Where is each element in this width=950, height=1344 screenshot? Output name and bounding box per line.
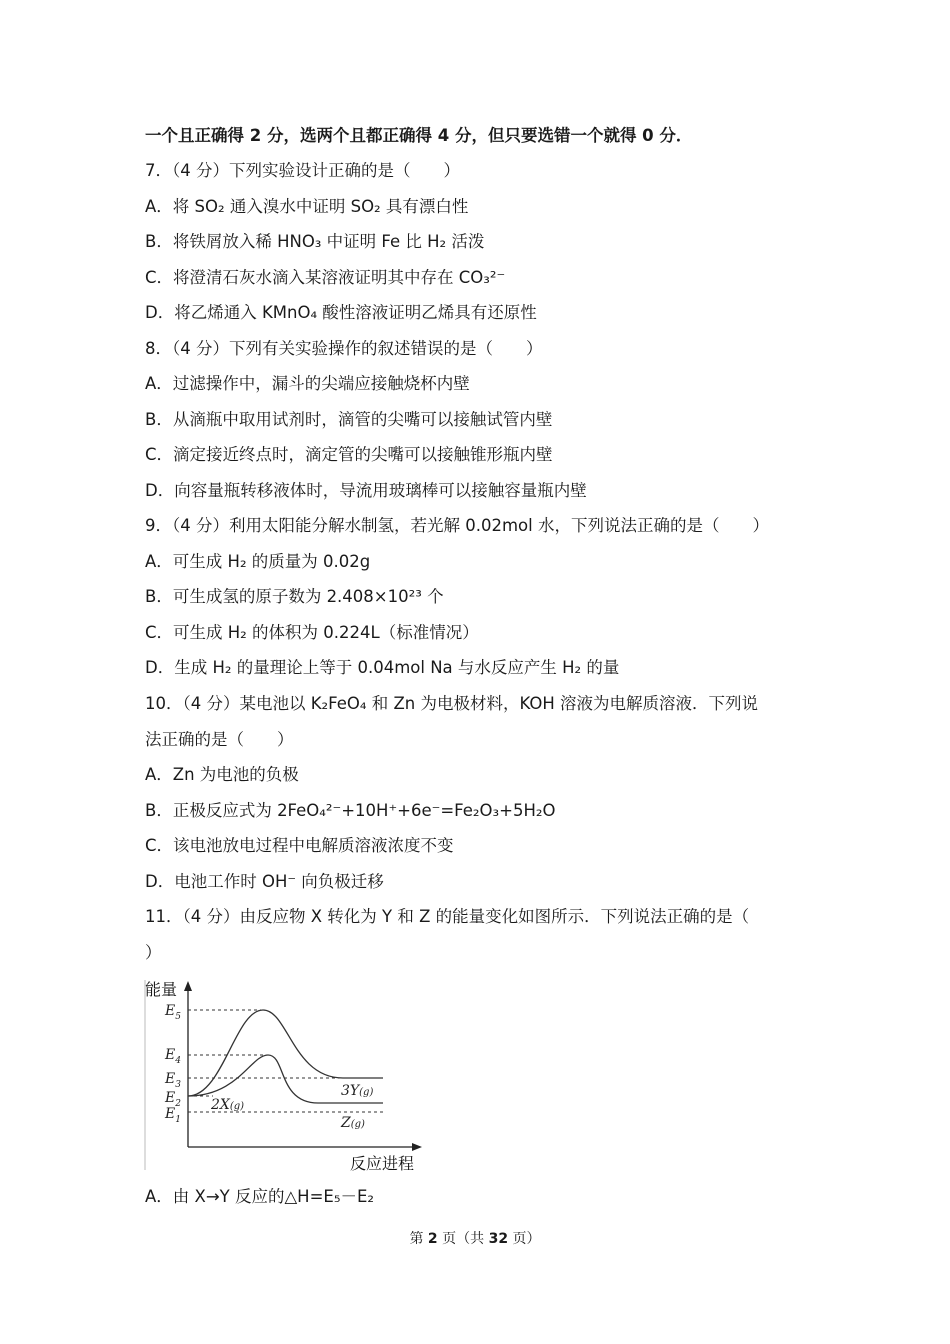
label-z: Z(g) bbox=[341, 1115, 365, 1131]
text-line: B．将铁屑放入稀 HNO₃ 中证明 Fe 比 H₂ 活泼 bbox=[145, 232, 485, 251]
page-footer: 第 2 页（共 32 页） bbox=[409, 1231, 541, 1247]
text-line: C．可生成 H₂ 的体积为 0.224L（标准情况） bbox=[145, 623, 479, 642]
text-line: B．从滴瓶中取用试剂时，滴管的尖嘴可以接触试管内壁 bbox=[145, 410, 553, 429]
text-line: A．可生成 H₂ 的质量为 0.02g bbox=[145, 552, 371, 571]
y-axis-arrow bbox=[184, 981, 192, 991]
page-number: 2 bbox=[427, 1231, 438, 1247]
energy-diagram bbox=[143, 975, 433, 1175]
text-line: 8．（4 分）下列有关实验操作的叙述错误的是（ ） bbox=[145, 339, 543, 358]
text-line: 7．（4 分）下列实验设计正确的是（ ） bbox=[145, 161, 460, 180]
label-e1: $E_1$ bbox=[165, 1106, 181, 1125]
page-total: 32 bbox=[488, 1231, 509, 1247]
label-e2: $E_2$ bbox=[165, 1090, 181, 1109]
text-line: B．可生成氢的原子数为 2.408×10²³ 个 bbox=[145, 587, 444, 606]
text-line: A．由 X→Y 反应的△H=E₅－E₂ bbox=[145, 1187, 374, 1206]
text-line: D．将乙烯通入 KMnO₄ 酸性溶液证明乙烯具有还原性 bbox=[145, 303, 537, 322]
text-line: A．过滤操作中，漏斗的尖端应接触烧杯内壁 bbox=[145, 374, 470, 393]
text-line: D．向容量瓶转移液体时，导流用玻璃棒可以接触容量瓶内壁 bbox=[145, 481, 587, 500]
y-axis-label: 能量 bbox=[145, 980, 178, 999]
text-line: C．将澄清石灰水滴入某溶液证明其中存在 CO₃²⁻ bbox=[145, 268, 506, 287]
x-axis-label: 反应进程 bbox=[350, 1154, 415, 1173]
label-e5: $E_5$ bbox=[165, 1003, 181, 1022]
text-line: C．滴定接近终点时，滴定管的尖嘴可以接触锥形瓶内壁 bbox=[145, 445, 553, 464]
instruction-text: 一个且正确得 2 分，选两个且都正确得 4 分，但只要选错一个就得 0 分． bbox=[145, 126, 693, 145]
text-line: C．该电池放电过程中电解质溶液浓度不变 bbox=[145, 836, 454, 855]
text-line: 法正确的是（ ） bbox=[145, 730, 294, 749]
text-line: D．生成 H₂ 的量理论上等于 0.04mol Na 与水反应产生 H₂ 的量 bbox=[145, 658, 620, 677]
text-line: A．将 SO₂ 通入溴水中证明 SO₂ 具有漂白性 bbox=[145, 197, 469, 216]
text-line: B．正极反应式为 2FeO₄²⁻+10H⁺+6e⁻=Fe₂O₃+5H₂O bbox=[145, 801, 556, 820]
text-line: D．电池工作时 OH⁻ 向负极迁移 bbox=[145, 872, 384, 891]
label-3y: 3Y(g) bbox=[341, 1083, 374, 1099]
x-axis-arrow bbox=[412, 1143, 422, 1151]
text-line: A．Zn 为电池的负极 bbox=[145, 765, 299, 784]
text-line: 11．（4 分）由反应物 X 转化为 Y 和 Z 的能量变化如图所示．下列说法正确的是（ bbox=[145, 907, 750, 926]
label-e4: $E_4$ bbox=[165, 1047, 181, 1066]
label-e3: $E_3$ bbox=[165, 1071, 181, 1090]
text-line: ） bbox=[145, 943, 162, 962]
text-line: 9．（4 分）利用太阳能分解水制氢，若光解 0.02mol 水，下列说法正确的是（ ） bbox=[145, 516, 769, 535]
text-line: 10．（4 分）某电池以 K₂FeO₄ 和 Zn 为电极材料，KOH 溶液为电解质溶液．下列说 bbox=[145, 694, 759, 713]
label-2x: 2X(g) bbox=[211, 1097, 245, 1113]
